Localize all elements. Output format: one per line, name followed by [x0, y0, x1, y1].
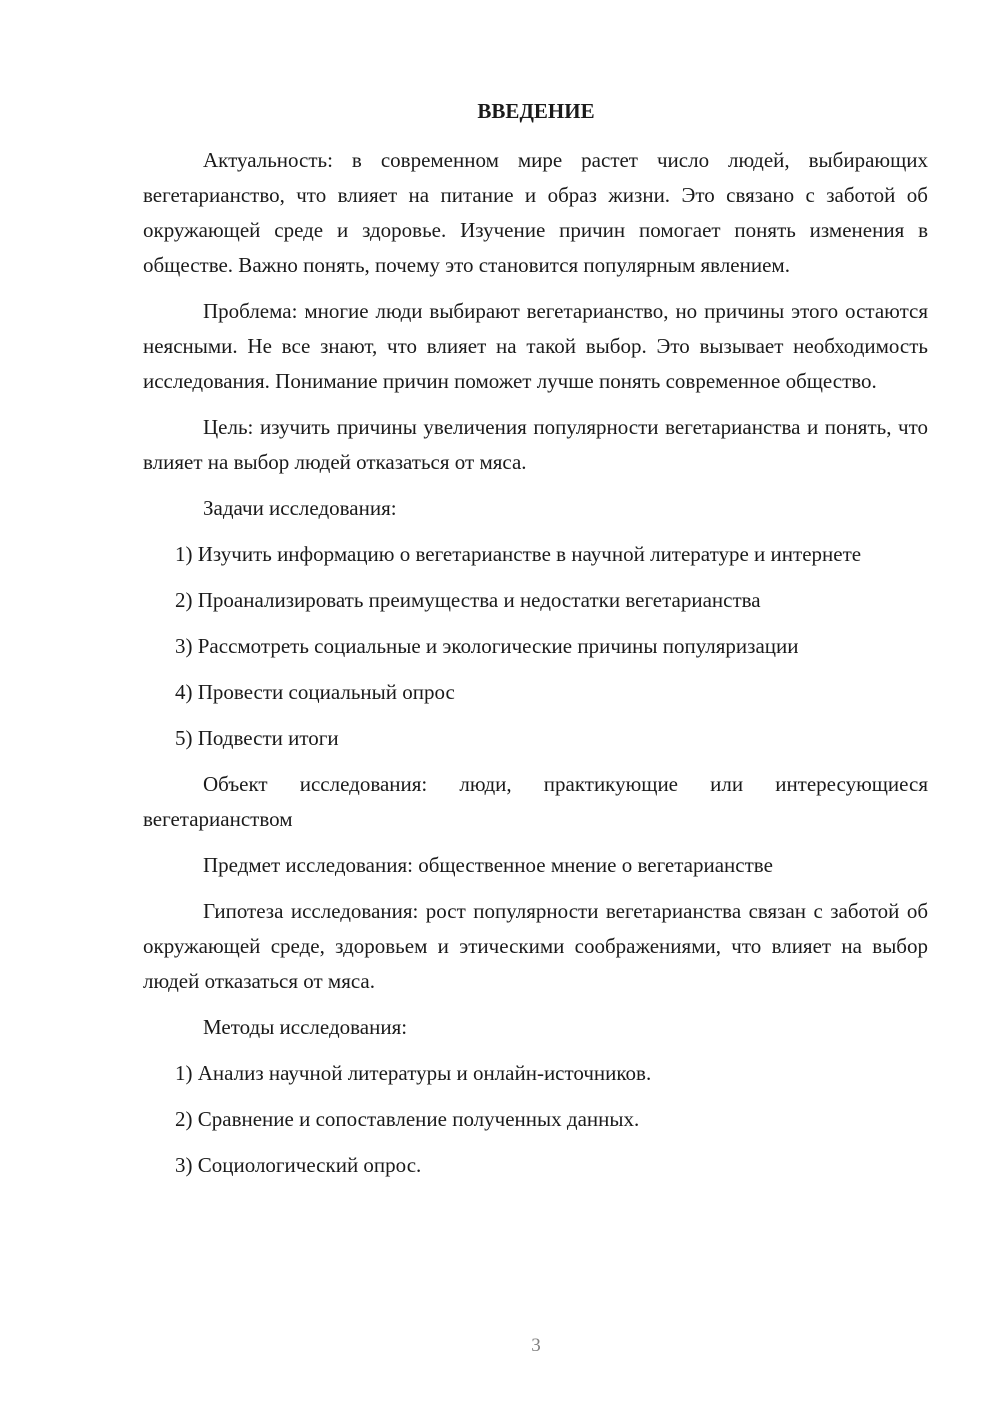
paragraph-goal: Цель: изучить причины увеличения популярности вегетарианства и понять, что влияет на выбор людей отказаться от мяса. [143, 415, 928, 474]
paragraph-relevance: Актуальность: в современном мире растет число людей, выбирающих вегетарианство, что влияет на питание и образ жизни. Это связано с заботой об окружающей среде и здоровье. Изучение причин помогает понять изменения в обществе. Важно понять, почему это становится популярным явлением. [143, 148, 928, 277]
paragraph-object: Объект исследования: люди, практикующие или интересующиеся вегетарианством [143, 772, 928, 831]
tasks-heading: Задачи исследования: [203, 496, 397, 520]
list-item: 5) Подвести итоги [175, 726, 339, 750]
list-item: 3) Социологический опрос. [175, 1153, 422, 1177]
paragraph-hypothesis: Гипотеза исследования: рост популярности вегетарианства связан с заботой об окружающей среде, здоровьем и этическими соображениями, что влияет на выбор людей отказаться от мяса. [143, 899, 928, 993]
paragraph-problem: Проблема: многие люди выбирают вегетарианство, но причины этого остаются неясными. Не все знают, что влияет на такой выбор. Это вызывает необходимость исследования. Понимание причин поможет лучше понять современное общество. [143, 299, 928, 393]
list-item: 1) Изучить информацию о вегетарианстве в научной литературе и интернете [175, 542, 862, 566]
list-item: 1) Анализ научной литературы и онлайн-источников. [175, 1061, 652, 1085]
list-item: 2) Проанализировать преимущества и недостатки вегетарианства [175, 588, 761, 612]
paragraph-subject: Предмет исследования: общественное мнение о вегетарианстве [203, 853, 773, 877]
page-title: ВВЕДЕНИЕ [477, 99, 595, 123]
list-item: 3) Рассмотреть социальные и экологические причины популяризации [175, 634, 799, 658]
document-body [143, 143, 928, 1183]
methods-heading: Методы исследования: [203, 1015, 408, 1039]
list-item: 4) Провести социальный опрос [175, 680, 455, 704]
page-number: 3 [531, 1335, 541, 1356]
list-item: 2) Сравнение и сопоставление полученных данных. [175, 1107, 640, 1131]
